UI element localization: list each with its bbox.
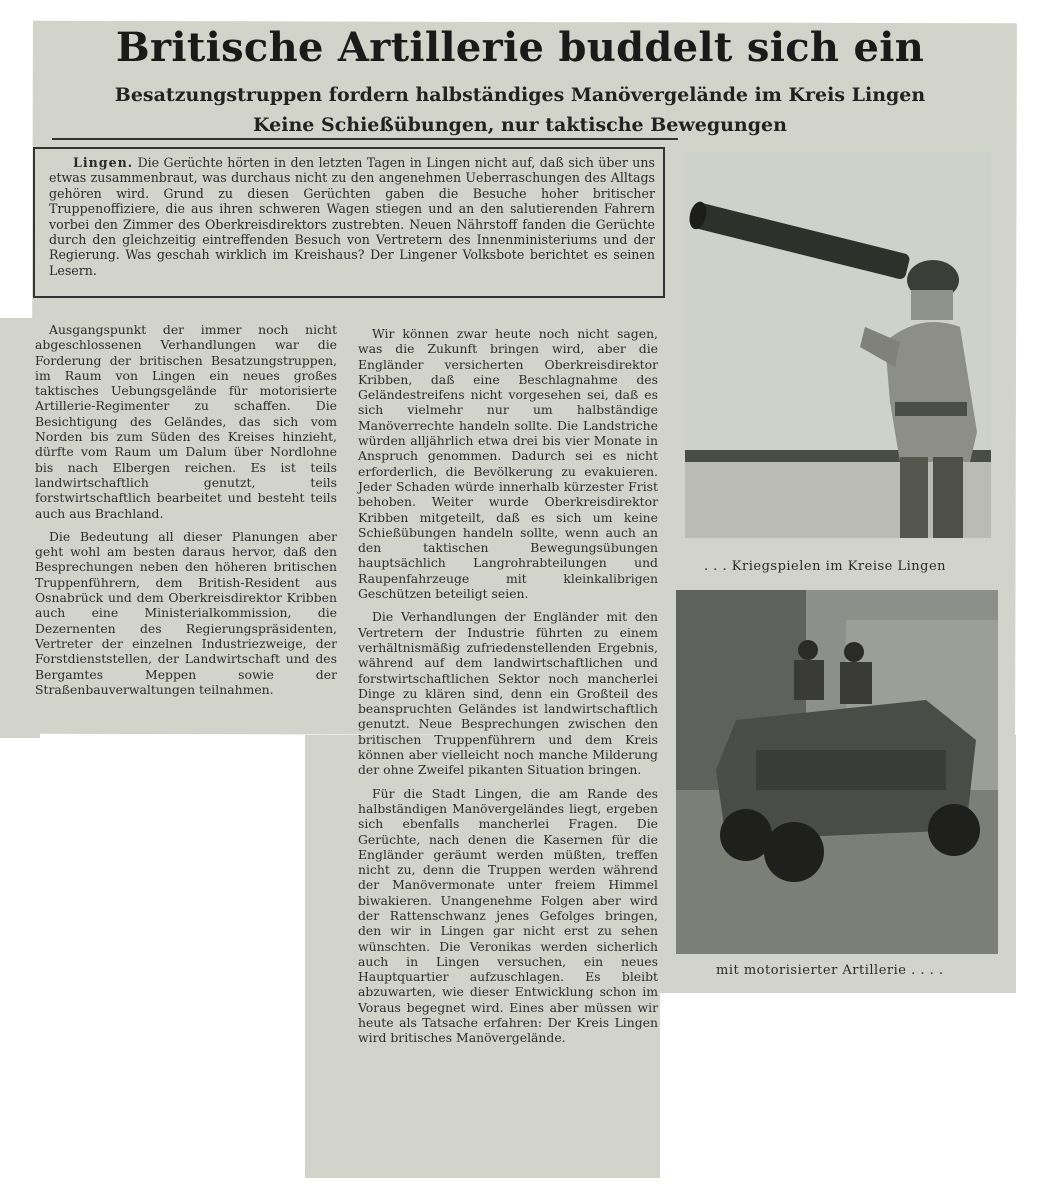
photo-caption-1: . . . Kriegspielen im Kreise Lingen: [704, 559, 947, 574]
paragraph: Ausgangspunkt der immer noch nicht abgeschlossenen Verhandlungen war die Forderung der britischen Besatzungstruppen, im Raum von Lingen ein neues großes taktisches Uebungsgelände für motorisierte Artillerie-Regimenter zu schaffen. Die Besichtigung des Geländes, das sich vom Norden bis zum Süden des Kreises hinzieht, dürfte vom Raum um Dalum über Nordlohne bis nach Elbergen reichen. Es ist teils landwirtschaftlich genutzt, teils forstwirtschaftlich bearbeitet und besteht teils auch aus Brachland.: [35, 322, 337, 521]
paragraph: Die Verhandlungen der Engländer mit den Vertretern der Industrie führten zu einem verhältnismäßig zufriedenstellenden Ergebnis, während auf dem landwirtschaftlichen und forstwirtschaftlichen Sektor noch mancherlei Dinge zu klären sind, denn ein Großteil des beanspruchten Geländes ist landwirtschaftlich genutzt. Neue Besprechungen zwischen den britischen Truppenführern und dem Kreis können aber vielleicht noch manche Milderung der ohne Zweifel pikanten Situation bringen.: [358, 609, 658, 778]
lead-text: Die Gerüchte hörten in den letzten Tagen in Lingen nicht auf, daß sich über uns etwas zusammenbraut, was durchaus nicht zu den angenehmen Ueberraschungen des Alltags gehören wird. Grund zu diesen Gerüchten gaben die Besuche hoher britischer Truppenoffiziere, die aus ihren schweren Wagen stiegen und an den salutierenden Fahrern vorbei den Zimmer des Oberkreisdirektors zustrebten. Neuen Nährstoff fanden die Gerüchte durch den gleichzeitig eintreffenden Besuch von Vertretern des Innenministeriums und der Regierung. Was geschah wirklich im Kreishaus? Der Lingener Volksbote berichtet es seinen Lesern.: [49, 155, 655, 278]
photo-caption-2: mit motorisierter Artillerie . . . .: [716, 963, 944, 978]
divider: [52, 138, 678, 140]
article-column-2: [358, 326, 658, 1054]
headline: Britische Artillerie buddelt sich ein: [115, 24, 925, 71]
newspaper-clipping-left-edge: [0, 318, 40, 738]
photo-soldier-with-bazooka: [685, 152, 991, 538]
soldier-illustration: [685, 152, 991, 538]
paragraph: Die Bedeutung all dieser Planungen aber geht wohl am besten daraus hervor, daß den Besprechungen neben den höheren britischen Truppenführern, dem British-Resident aus Osnabrück und dem Oberkreisdirektor Kribben auch eine Ministerialkommission, die Dezernenten des Regierungspräsidenten, Vertreter der einzelnen Industriezweige, der Forstdienststellen, der Landwirtschaft und des Bergamtes Meppen sowie der Straßenbauverwaltungen teilnahmen.: [35, 528, 337, 697]
article-column-1: [35, 322, 337, 705]
photo-armored-car: [676, 590, 998, 954]
paragraph: Wir können zwar heute noch nicht sagen, was die Zukunft bringen wird, aber die Engländer versicherten Oberkreisdirektor Kribben, daß eine Beschlagnahme des Geländestreifens nicht vorgesehen sei, daß es sich vielmehr nur um halbständige Manöverrechte handeln sollte. Die Landstriche würden alljährlich etwa drei bis vier Monate in Anspruch genommen. Dadurch sei es nicht erforderlich, die Bevölkerung zu evakuieren. Jeder Schaden würde innerhalb kürzester Frist behoben. Weiter wurde Oberkreisdirektor Kribben mitgeteilt, daß es sich um keine Schießübungen handeln sollte, wenn auch an den taktischen Bewegungsübungen hauptsächlich Langrohrabteilungen und Raupenfahrzeuge mit kleinkalibrigen Geschützen beteiligt seien.: [358, 326, 658, 602]
subheadline-2: Keine Schießübungen, nur taktische Bewegungen: [253, 114, 787, 136]
armored-car-illustration: [676, 590, 998, 954]
paragraph: Für die Stadt Lingen, die am Rande des halbständigen Manövergeländes liegt, ergeben sich ebenfalls mancherlei Fragen. Die Gerüchte, nach denen die Kasernen für die Engländer geräumt werden müßten, treffen nicht zu, denn die Truppen werden während der Manövermonate unter freiem Himmel biwakieren. Unangenehme Folgen aber wird der Rattenschwanz jenes Gefolges bringen, den wir in Lingen gar nicht erst zu sehen wünschten. Die Veronikas werden sicherlich auch in Lingen versuchen, ein neues Hauptquartier aufzuschlagen. Es bleibt abzuwarten, wie dieser Entwicklung schon im Voraus begegnet wird. Eines aber müssen wir heute als Tatsache erfahren: Der Kreis Lingen wird britisches Manövergelände.: [358, 785, 658, 1046]
subheadline-1: Besatzungstruppen fordern halbständiges Manövergelände im Kreis Lingen: [114, 84, 926, 106]
dateline: Lingen.: [73, 155, 134, 170]
lead-paragraph: [49, 155, 655, 278]
lead-paragraph-box: [33, 147, 665, 298]
